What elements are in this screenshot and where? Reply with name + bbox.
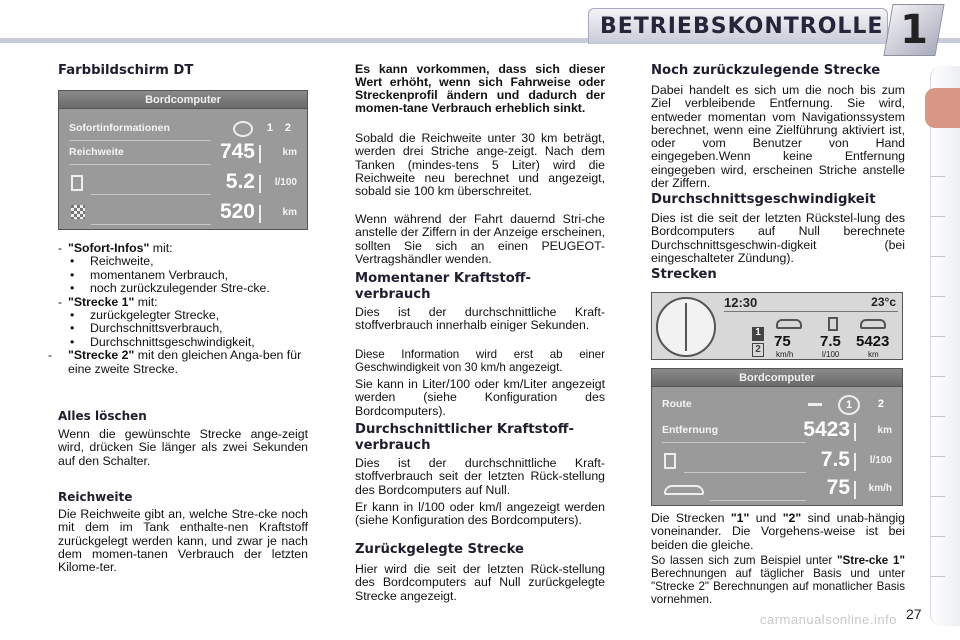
screen-tab-2: 2 (877, 398, 884, 410)
display-screen-image (58, 90, 308, 230)
paragraph: Dies ist der durchschnittliche Kraft-stoffverbrauch seit der letzten Rück-stellung des Bordcomputers auf Null. (355, 456, 605, 497)
screen-unit: km (282, 207, 297, 218)
section-heading-durchschnittsgeschwindigkeit: Durchschnittsgeschwindigkeit (651, 192, 876, 207)
distance-unit: km (868, 350, 879, 359)
screen-title: Bordcomputer (652, 369, 902, 387)
screen-unit: km (877, 425, 892, 436)
paragraph: Die Strecken "1" und "2" sind unab-hängig voneinander. Die Vorgehens-weise ist bei beiden die gleiche. (651, 511, 905, 552)
chapter-tab-strip (930, 66, 960, 626)
screen-title: Bordcomputer (59, 91, 307, 109)
screen-value: 7.5 (820, 448, 850, 471)
car-fuel-icon (860, 319, 886, 329)
section-heading-farbbildschirm: Farbbildschirm DT (58, 63, 194, 78)
screen-tab-1: 1 (266, 122, 273, 134)
page-number: 27 (906, 606, 922, 622)
section-heading-zurueckgelegte-strecke: Zurückgelegte Strecke (355, 542, 524, 557)
paragraph: Diese Information wird erst ab einer Geschwindigkeit von 30 km/h angezeigt. (355, 348, 605, 374)
car-icon (776, 319, 802, 329)
average-speed-unit: km/h (776, 350, 794, 359)
dial-needle (685, 303, 687, 351)
paragraph: Die Reichweite gibt an, welche Stre-cke noch mit dem im Tank enthalte-nen Kraftstoff zurückgelegt werden kann, und zwar je nach dem momen-tanen Verbrauch der letzten Kilome-ter. (58, 507, 308, 575)
page-title: BETRIEBSKONTROLLE (600, 14, 884, 39)
clock-time: 12:30 (724, 295, 758, 310)
paragraph: Sie kann in Liter/100 oder km/Liter angezeigt werden (siehe Konfiguration des Bordcomputers). (355, 377, 605, 418)
paragraph: Dabei handelt es sich um die noch bis zum Ziel verbleibende Entfernung. Sie wird, entweder momentan vom Navigationssystem berechnet, wenn eine Zielführung aktiviert ist, oder vom Benutzer von Hand eingegeben.Wenn keine Entfernung eingegeben wird, erscheinen Striche anstelle der Ziffern. (651, 83, 905, 191)
active-chapter-tab[interactable] (925, 88, 960, 128)
paragraph: Wenn während der Fahrt dauernd Stri-che anstelle der Ziffern in der Anzeige erscheinen, sollten Sie sich an einen PEUGEOT-Vertragshändler wenden. (355, 212, 605, 266)
average-speed-value: 75 (774, 333, 791, 350)
road-icon (808, 403, 822, 406)
section-heading-reichweite: Reichweite (58, 490, 133, 504)
chapter-number: 1 (900, 7, 928, 53)
paragraph: Wenn die gewünschte Strecke ange-zeigt wird, drücken Sie länger als zwei Sekunden auf den Schalter. (58, 427, 308, 468)
list-item: • zurückgelegter Strecke, • Durchschnittsverbrauch, • Durchschnittsgeschwindigkeit, (58, 309, 308, 349)
screen-row-label: Reichweite (69, 146, 124, 158)
screen-unit: l/100 (869, 455, 892, 466)
trip-tab-2: 2 (752, 343, 764, 357)
screen-value: 5.2 (225, 170, 255, 193)
list-item: • Reichweite, • momentanem Verbrauch, • noch zurückzulegender Stre-cke. (58, 255, 308, 295)
watermark: carmanualsonline.info (760, 612, 897, 627)
car-icon (664, 485, 704, 495)
paragraph: Dies ist der durchschnittliche Kraft-stoffverbrauch innerhalb einiger Sekunden. (355, 305, 605, 333)
trip-computer-screen-image (651, 368, 903, 506)
screen-value: 520 (219, 200, 255, 223)
paragraph: Hier wird die seit der letzten Rück-stellung des Bordcomputers auf Null zurückgelegte Strecke angezeigt. (355, 562, 605, 603)
screen-unit: l/100 (274, 177, 297, 188)
trip-tab-1: 1 (752, 327, 764, 341)
screen-value: 745 (219, 140, 255, 163)
checkered-flag-icon (71, 205, 85, 219)
average-consumption-unit: l/100 (822, 350, 840, 359)
outside-temperature: 23°c (871, 295, 896, 309)
screen-row-label: Sofortinformationen (69, 122, 170, 134)
fuel-pump-icon (828, 317, 838, 331)
average-consumption-value: 7.5 (820, 333, 841, 350)
paragraph: Er kann in l/100 oder km/l angezeigt werden (siehe Konfiguration des Bordcomputers). (355, 500, 605, 528)
display-divider (724, 311, 898, 312)
screen-row-label: Route (662, 398, 692, 410)
screen-row-label: Entfernung (662, 424, 718, 436)
screen-value: 5423 (803, 418, 850, 441)
paragraph: Dies ist die seit der letzten Rückstel-lung des Bordcomputers auf Null berechnete Durchschnittsgeschwin-digkeit (bei eingeschalteter Zündung). (651, 211, 905, 265)
list-item: - "Sofort-Infos" mit: (58, 241, 173, 255)
screen-unit: km/h (868, 483, 892, 494)
column-left (48, 58, 308, 575)
screen-tab-1: 1 (838, 395, 860, 415)
list-item: - "Strecke 2" mit den gleichen Anga-ben für eine zweite Strecke. (48, 348, 302, 376)
paragraph: Sobald die Reichweite unter 30 km beträgt, werden drei Striche ange-zeigt. Nach dem Tanken (mindes-tens 5 Liter) wird die Reichweite neu berechnet und angezeigt, sobald sie 100 km überschreitet. (355, 131, 605, 199)
section-heading-noch-zurueckzulegende-strecke: Noch zurückzulegende Strecke (651, 63, 881, 78)
section-heading-durchschnittlicher-verbrauch: Durchschnittlicher Kraftstoff-verbrauch (355, 422, 574, 453)
screen-unit: km (282, 147, 297, 158)
fuel-pump-icon (664, 453, 676, 469)
section-heading-momentaner-verbrauch: Momentaner Kraftstoff-verbrauch (355, 271, 531, 302)
fuel-pump-icon (71, 175, 83, 191)
section-heading-alles-loeschen: Alles löschen (58, 409, 147, 423)
distance-value: 5423 (856, 333, 890, 350)
screen-tab-2: 2 (284, 122, 291, 134)
dashboard-display-image (651, 292, 903, 360)
page-header (0, 0, 960, 58)
circle-icon (233, 121, 253, 137)
paragraph: So lassen sich zum Beispiel unter "Stre-cke 1" Berechnungen auf täglicher Basis und unter "Strecke 2" Berechnungen auf monatlicher Basis vornehmen. (651, 554, 905, 606)
screen-value: 75 (826, 476, 850, 499)
list-item: - "Strecke 1" mit: (58, 294, 158, 309)
info-list (48, 241, 308, 376)
intro-note: Es kann vorkommen, dass sich dieser Wert erhöht, wenn sich Fahrweise oder Streckenprofil ändern und dadurch der momen-tane Verbrauch erheblich sinkt. (355, 62, 605, 115)
section-heading-strecken: Strecken (651, 267, 717, 282)
